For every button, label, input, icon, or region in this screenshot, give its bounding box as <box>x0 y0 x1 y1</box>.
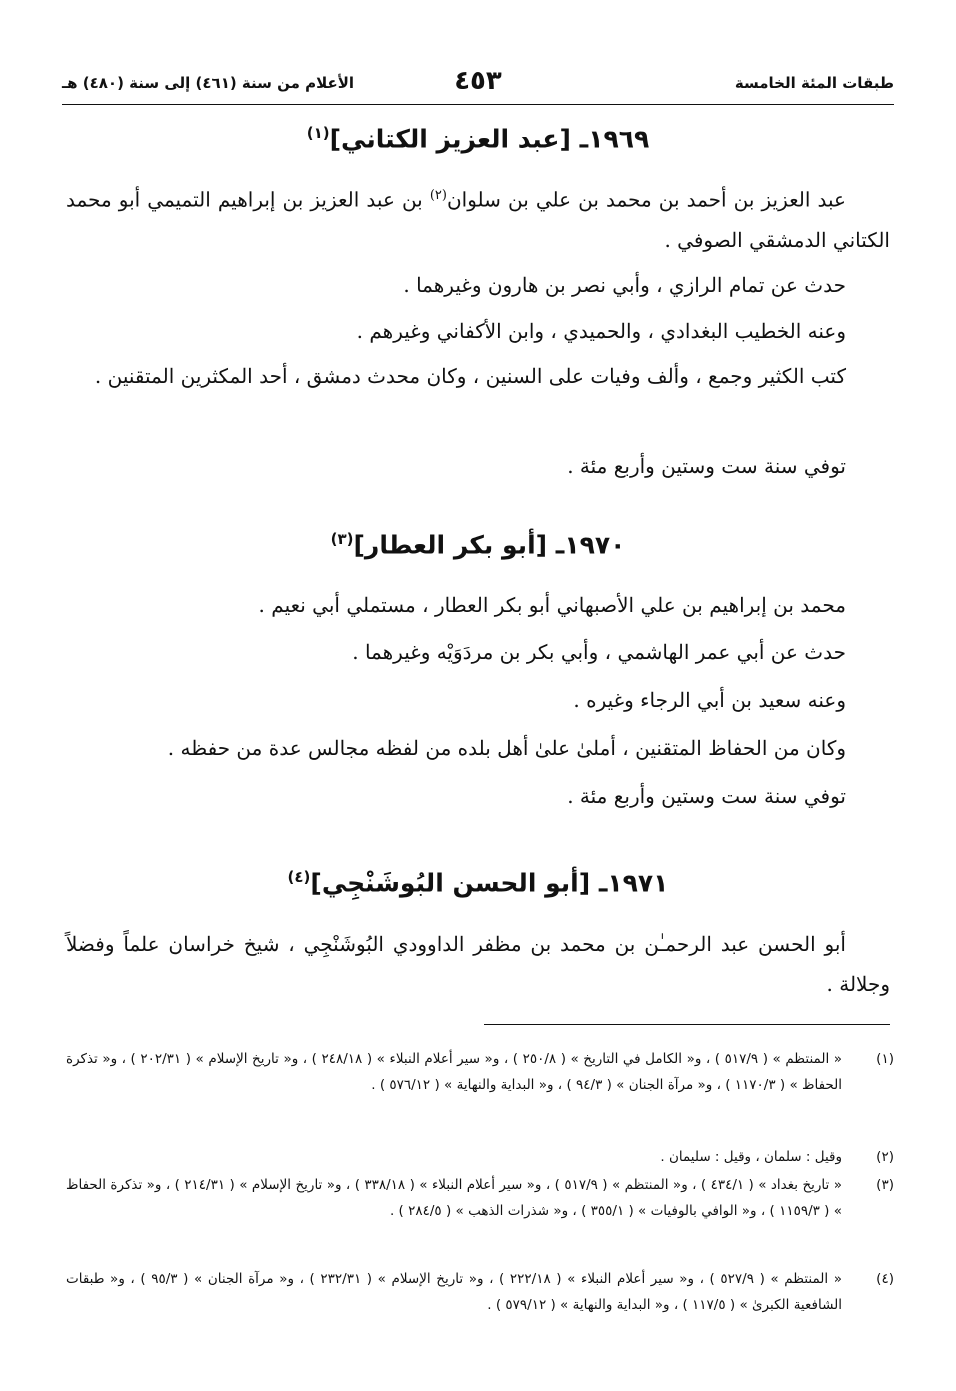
running-header <box>62 66 894 102</box>
entry-1969-students: وعنه الخطيب البغدادي ، والحميدي ، وابن الأكفاني وغيرهم . <box>356 319 846 343</box>
entry-1970-students: وعنه سعيد بن أبي الرجاء وغيره . <box>573 688 846 712</box>
entry-1969-death: توفي سنة ست وستين وأربع مئة . <box>567 454 846 478</box>
footnote-3 <box>66 1172 894 1224</box>
footnote-number: (٣) <box>876 1177 894 1193</box>
entry-title-1970: ١٩٧٠ـ [أبو بكر العطار]$^{(٣)}$ <box>330 530 626 560</box>
footnote-number: (٢) <box>876 1149 894 1165</box>
footnote-2 <box>66 1144 894 1170</box>
entry-1970-death: توفي سنة ست وستين وأربع مئة . <box>567 784 846 808</box>
entry-1969-teachers: حدث عن تمام الرازي ، وأبي نصر بن هارون وغيرهما . <box>403 273 846 297</box>
entry-1971-biography: أبو الحسن عبد الرحمـٰن بن محمد بن مظفر الداوودي البُوشَنْجِي ، شيخ خراسان علماً وفضلاً وجلالة . <box>66 932 890 996</box>
footnote-ref: (١) <box>306 124 330 142</box>
entry-1969-biography: عبد العزيز بن أحمد بن محمد بن علي بن سلوان$^{(٢)}$ بن عبد العزيز بن إبراهيم التميمي أبو محمد الكتاني الدمشقي الصوفي . <box>66 187 890 252</box>
footnote-ref: (٢) <box>429 188 447 203</box>
footnote-number: (٤) <box>876 1271 894 1287</box>
footnote-4 <box>66 1266 894 1318</box>
header-year-range: الأعلام من سنة (٤٦١) إلى سنة (٤٨٠) هـ <box>62 74 355 92</box>
entry-1970-biography: محمد بن إبراهيم بن علي الأصبهاني أبو بكر العطار ، مستملي أبي نعيم . <box>258 593 846 617</box>
entry-1969-works: كتب الكثير وجمع ، وألف وفيات على السنين ، وكان محدث دمشق ، أحد المكثرين المتقنين . <box>94 364 846 388</box>
entry-1970-teachers: حدث عن أبي عمر الهاشمي ، وأبي بكر بن مردَوَيْه وغيرهما . <box>352 640 846 664</box>
footnote-ref: (٤) <box>287 868 311 886</box>
footnote-divider <box>484 1024 890 1025</box>
footnote-text: وقيل : سلمان ، وقيل : سليمان . <box>660 1149 842 1165</box>
header-book-section: طبقات المئة الخامسة <box>734 74 894 92</box>
footnote-text: « المنتظم » ( ٥٢٧/٩ ) ، و« سير أعلام النبلاء » ( ٢٢٢/١٨ ) ، و« تاريخ الإسلام » ( ٢٣٢/٣١ ) ، و« مرآة الجنان » ( ٩٥/٣ ) ، و« طبقات الشافعية الكبرىٰ » ( ١١٧/٥ ) ، و« البداية والنهاية » ( ٥٧٩/١٢ ) . <box>66 1271 843 1313</box>
entry-title-1971: ١٩٧١ـ [أبو الحسن البُوشَنْجِي]$^{(٤)}$ <box>287 868 669 898</box>
entry-1970-note: وكان من الحفاظ المتقنين ، أملىٰ علىٰ أهل بلده من لفظه مجالس عدة من حفظه . <box>167 736 846 760</box>
footnote-text: « المنتظم » ( ٥١٧/٩ ) ، و« الكامل في التاريخ » ( ٢٥٠/٨ ) ، و« سير أعلام النبلاء » ( ٢٤٨/١٨ ) ، و« تاريخ الإسلام » ( ٢٠٢/٣١ ) ، و« تذكرة الحفاظ » ( ١١٧٠/٣ ) ، و« مرآة الجنان » ( ٩٤/٣ ) ، و« البداية والنهاية » ( ٥٧٦/١٢ ) . <box>66 1051 843 1093</box>
header-divider <box>62 104 894 105</box>
footnote-number: (١) <box>876 1051 894 1067</box>
page-number: ٤٥٣ <box>454 66 502 96</box>
footnote-1 <box>66 1046 894 1098</box>
footnote-ref: (٣) <box>330 530 354 548</box>
footnote-text: « تاريخ بغداد » ( ٤٣٤/١ ) ، و« المنتظم » ( ٥١٧/٩ ) ، و« سير أعلام النبلاء » ( ٣٣٨/١٨ ) ، و« تاريخ الإسلام » ( ٢١٤/٣١ ) ، و« تذكرة الحفاظ » ( ١١٥٩/٣ ) ، و« الوافي بالوفيات » ( ٣٥٥/١ ) ، و« شذرات الذهب » ( ٢٨٤/٥ ) . <box>66 1177 842 1219</box>
entry-title-1969: ١٩٦٩ـ [عبد العزيز الكتاني]$^{(١)}$ <box>306 124 650 154</box>
